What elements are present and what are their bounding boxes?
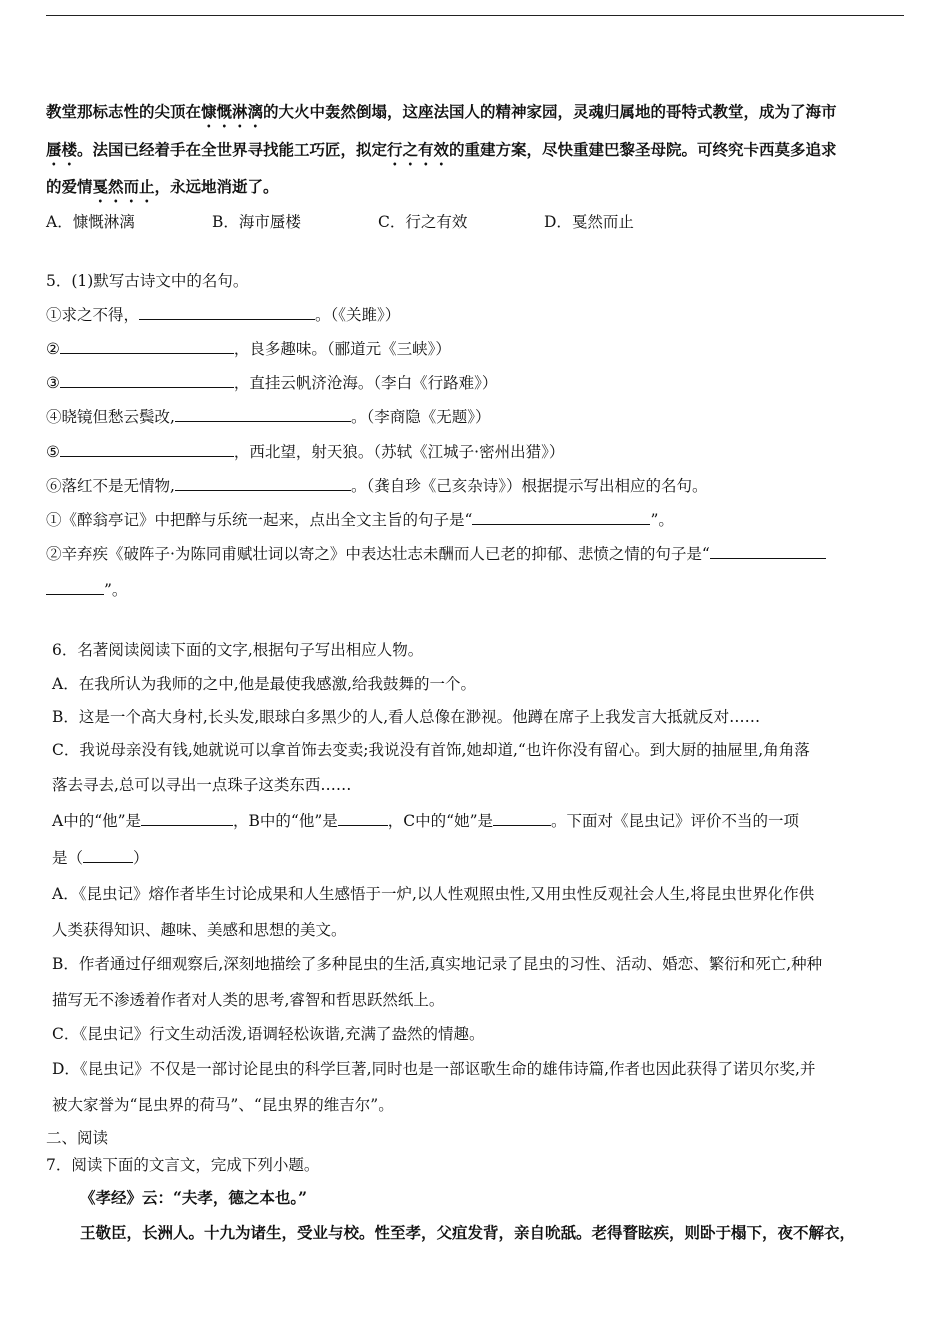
- q4-option-d[interactable]: D．戛然而止: [544, 213, 634, 231]
- q6-item-b: B．这是一个高大身村,长头发,眼球白多黑少的人,看人总像在渺视。他蹲在席子上我发言大抵就反对……: [52, 708, 761, 726]
- answer-blank[interactable]: [60, 339, 234, 354]
- q6-text: 。下面对《昆虫记》评价不当的一项: [551, 812, 800, 830]
- answer-blank[interactable]: [139, 305, 315, 320]
- q6-option-c: C．《昆虫记》行文生动活泼,语调轻松诙谐,充满了盎然的情趣。: [52, 1025, 485, 1043]
- q4-para-line2: [46, 140, 837, 169]
- q6-text: A中的“他”是: [52, 812, 142, 830]
- answer-blank[interactable]: [60, 442, 234, 457]
- q4-text: 的爱情: [46, 177, 93, 196]
- q5-text: 。（龚自珍《己亥杂诗》）根据提示写出相应的名句。: [350, 477, 708, 495]
- q4-dotted-word: 蜃楼: [46, 140, 78, 159]
- q4-dotted-word: 行之有效: [387, 140, 450, 159]
- q5-text: ，西北望，射天狼。（苏轼《江城子·密州出猎》）: [233, 443, 565, 461]
- q5-text: ⑥落红不是无情物,: [46, 477, 175, 495]
- answer-blank[interactable]: [175, 407, 351, 422]
- q4-text: 教堂那标志性的尖顶在: [46, 102, 202, 121]
- q7-quote: 《孝经》云：“夫孝，德之本也。”: [80, 1188, 308, 1207]
- q5-text: ②: [46, 340, 60, 358]
- q5-line6: [46, 476, 707, 496]
- q5-line9: [46, 580, 127, 600]
- q4-dotted-word: 慷慨淋漓: [201, 102, 264, 121]
- q6-text: ，B中的“他”是: [233, 812, 338, 830]
- q4-text: ，永远地消逝了。: [154, 177, 279, 196]
- q4-dotted-word: 戛然而止: [92, 177, 155, 196]
- q6-text: ，C中的“她”是: [387, 812, 494, 830]
- q5-line4: [46, 407, 490, 427]
- q5-text: ⑤: [46, 443, 60, 461]
- answer-blank[interactable]: [710, 544, 826, 559]
- answer-blank[interactable]: [141, 811, 233, 826]
- q7-title: 7．阅读下面的文言文，完成下列小题。: [46, 1156, 320, 1174]
- q5-text: 。（李商隐《无题》）: [350, 408, 491, 426]
- q6-item-c-line2: 落去寻去,总可以寻出一点珠子这类东西……: [52, 776, 352, 794]
- q4-option-a[interactable]: A．慷慨淋漓: [46, 213, 135, 231]
- q4-para-line1: [46, 102, 837, 131]
- q6-item-a: A．在我所认为我师的之中,他是最使我感激,给我鼓舞的一个。: [52, 675, 477, 693]
- q5-title: 5．(1)默写古诗文中的名句。: [46, 272, 249, 290]
- q6-fill-line: [52, 811, 799, 831]
- q5-text: ①《醉翁亭记》中把醉与乐统一起来，点出全文主旨的句子是“: [46, 511, 473, 529]
- q4-para-line3: [46, 177, 279, 206]
- q4-text: 的大火中轰然倒塌，这座法国人的精神家园，灵魂归属地的哥特式教堂，成为了海市: [263, 102, 837, 121]
- q6-text: ）: [133, 849, 149, 867]
- answer-blank[interactable]: [60, 373, 234, 388]
- q6-option-d-line2: 被大家誉为“昆虫界的荷马”、“昆虫界的维吉尔”。: [52, 1096, 394, 1114]
- answer-blank[interactable]: [338, 811, 388, 826]
- q5-text: 。（《关雎》）: [315, 306, 401, 324]
- q5-line2: [46, 339, 451, 359]
- top-rule: [46, 15, 904, 16]
- q4-option-b[interactable]: B．海市蜃楼: [212, 213, 301, 231]
- q5-text: ，良多趣味。（郦道元《三峡》）: [233, 340, 451, 358]
- q5-text: ”。: [104, 581, 128, 599]
- answer-blank[interactable]: [83, 848, 133, 863]
- answer-blank[interactable]: [493, 811, 551, 826]
- q5-text: ”。: [650, 511, 674, 529]
- q6-title: 6．名著阅读阅读下面的文字,根据句子写出相应人物。: [52, 641, 424, 659]
- q4-options: [46, 212, 634, 232]
- q4-text: 的重建方案，尽快重建巴黎圣母院。可终究卡西莫多追求: [449, 140, 837, 159]
- q5-text: ①求之不得，: [46, 306, 140, 324]
- q5-line1: [46, 305, 400, 325]
- q5-line8: [46, 544, 826, 564]
- q6-option-b-line1: B．作者通过仔细观察后,深刻地描绘了多种昆虫的生活,真实地记录了昆虫的习性、活动、婚恋、繁衍和死亡,种种: [52, 955, 823, 973]
- q4-text: 。法国已经着手在全世界寻找能工巧匠，拟定: [77, 140, 388, 159]
- q6-text: 是（: [52, 849, 84, 867]
- q5-text: ②辛弃疾《破阵子·为陈同甫赋壮词以寄之》中表达壮志未酬而人已老的抑郁、悲愤之情的句子是“: [46, 545, 710, 563]
- answer-blank[interactable]: [46, 580, 104, 595]
- section-heading: 二、阅读: [46, 1129, 109, 1147]
- q7-text: 王敬臣，长洲人。十九为诸生，受业与校。性至孝，父疽发背，亲自吮舐。老得瞀眩疾，则卧于榻下，夜不解衣，: [80, 1223, 856, 1242]
- q4-option-c[interactable]: C．行之有效: [378, 213, 468, 231]
- q5-line7: [46, 510, 674, 530]
- q5-line5: [46, 442, 564, 462]
- q6-fill-line2: [52, 848, 149, 868]
- q5-line3: [46, 373, 497, 393]
- q5-text: ④晓镜但愁云鬓改,: [46, 408, 175, 426]
- q6-option-a-line2: 人类获得知识、趣味、美感和思想的美文。: [52, 921, 347, 939]
- q6-option-a-line1: A．《昆虫记》熔作者毕生讨论成果和人生感悟于一炉,以人性观照虫性,又用虫性反观社会人生,将昆虫世界化作供: [52, 885, 815, 903]
- q6-option-d-line1: D．《昆虫记》不仅是一部讨论昆虫的科学巨著,同时也是一部讴歌生命的雄伟诗篇,作者也因此获得了诺贝尔奖,并: [52, 1060, 816, 1078]
- q6-item-c-line1: C．我说母亲没有钱,她就说可以拿首饰去变卖;我说没有首饰,她却道,“也许你没有留心。到大厨的抽屉里,角角落: [52, 741, 810, 759]
- answer-blank[interactable]: [175, 476, 351, 491]
- q5-text: ，直挂云帆济沧海。（李白《行路难》）: [233, 374, 498, 392]
- q6-option-b-line2: 描写无不渗透着作者对人类的思考,睿智和哲思跃然纸上。: [52, 991, 445, 1009]
- answer-blank[interactable]: [472, 510, 650, 525]
- q5-text: ③: [46, 374, 60, 392]
